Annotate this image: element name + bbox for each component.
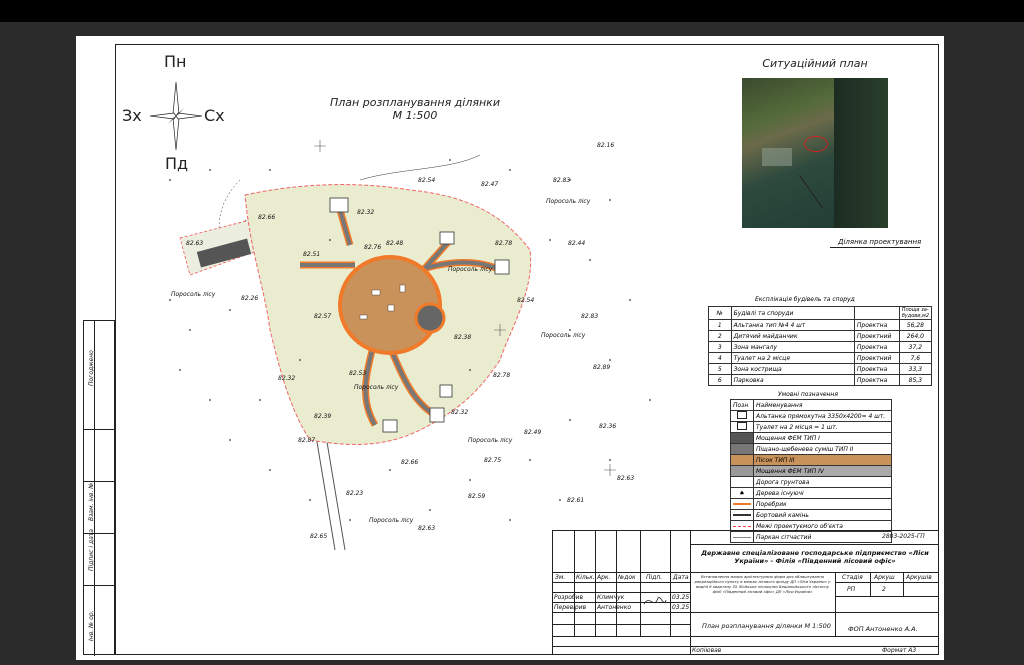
legend-label: Піщано-щебенева суміш ТИП ІІ (754, 444, 892, 455)
legend-label: Бортовий камінь (754, 510, 892, 521)
legend-label: Альтанка прямокутна 3350х4200= 4 шт. (754, 411, 892, 422)
legend-table (730, 399, 892, 543)
elevation-label: 82.38 (454, 334, 472, 341)
buildings-table (708, 306, 932, 386)
situation-title: Ситуаційний план (762, 57, 868, 70)
name-checker: Антоненко (597, 604, 632, 611)
legend-symbol (731, 444, 754, 455)
legend-label: Туалет на 2 місця = 1 шт. (754, 422, 892, 433)
elevation-label: 82.32 (278, 375, 296, 382)
elevation-label: 82.59 (468, 493, 486, 500)
table-row (709, 364, 932, 375)
satellite-image (742, 78, 888, 228)
col-header-doc: №док (618, 574, 636, 581)
growth-label: Поросоль лісу (448, 266, 493, 273)
plan-title-line2: М 1:500 (392, 109, 438, 122)
legend-header: Найменування (754, 400, 892, 411)
legend-label: Паркан сітчастий (754, 532, 892, 543)
table-row (709, 331, 932, 342)
bt-header (854, 307, 899, 320)
situation-caption: Ділянка проектування (838, 238, 922, 246)
boundary-line-icon (733, 526, 751, 527)
project-description: Встановлення малих архітектурних форм для облаштування рекреаційного пункту в межах лісового фонду ДП «Ліси України» у виділі 8 кварталу 35 Лісівське лісництво Бешанківського лісгоспу філії «Південний лісовий офіс» ДП «Ліси України» (694, 574, 831, 594)
compass-east: Сх (204, 106, 225, 125)
cell: 4 (709, 353, 732, 364)
legend-row (731, 499, 892, 510)
elevation-label: 82.54 (418, 177, 436, 184)
legend-label: Пісок ТИП ІІІ (754, 455, 892, 466)
table-row (709, 353, 932, 364)
role-checker: Перевірив (554, 604, 587, 611)
elevation-label: 82.44 (568, 240, 586, 247)
legend-label: Мощення ФЕМ ТИП IV (754, 466, 892, 477)
stage-header: Стадія (842, 574, 863, 581)
cell: Парковка (731, 375, 854, 386)
cell: 6 (709, 375, 732, 386)
elevation-label: 82.39 (314, 413, 332, 420)
title-block (552, 530, 939, 655)
role-developer: Розробив (554, 594, 584, 601)
legend-row (731, 422, 892, 433)
elevation-label: 82.83 (581, 313, 599, 320)
stage-value: РП (847, 586, 856, 593)
elevation-label: 82.36 (599, 423, 617, 430)
elevation-label: 82.78 (495, 240, 513, 247)
elevation-label: 82.89 (593, 364, 611, 371)
toilet-icon (737, 422, 747, 430)
elevation-label: 82.75 (484, 457, 502, 464)
table-row (709, 342, 932, 353)
col-header-kilk: Кільк. (576, 574, 595, 581)
compass-west: Зх (122, 106, 142, 125)
elevation-label: 82.49 (524, 429, 542, 436)
legend-symbol (731, 433, 754, 444)
cell: Проектна (854, 375, 899, 386)
cell: Дитячий майданчик (731, 331, 854, 342)
elevation-label: 82.87 (298, 437, 316, 444)
compass-north: Пн (164, 52, 187, 71)
col-header-sign: Підп. (646, 574, 663, 581)
elevation-label: 82.51 (303, 251, 321, 258)
legend-label: Поребрик (754, 499, 892, 510)
tree-icon: ♠ (739, 489, 745, 497)
table-row (709, 375, 932, 386)
drawing-code: 2803-2025-ГП (882, 533, 925, 540)
elevation-label: 82.63 (418, 525, 436, 532)
name-developer: Климчук (597, 594, 625, 601)
growth-label: Поросоль лісу (541, 332, 586, 339)
bt-header: Площа за- будови,м2 (899, 307, 931, 320)
elevation-label: 82.47 (481, 181, 499, 188)
company-name: ФОП Антоненко А.А. (848, 625, 918, 633)
signature-icon (642, 590, 668, 614)
cell: Проектний (854, 331, 899, 342)
bt-header: Будівлі та споруди (731, 307, 854, 320)
table-row (709, 320, 932, 331)
elevation-label: 82.54 (517, 297, 535, 304)
legend-symbol (731, 455, 754, 466)
cell: 33,3 (899, 364, 931, 375)
pavilion-icon (737, 411, 747, 419)
sheet-title: План розпланування ділянки М 1:500 (702, 622, 831, 630)
legend-symbol (731, 499, 754, 510)
elevation-label: 82.66 (401, 459, 419, 466)
elevation-label: 82.63 (617, 475, 635, 482)
elevation-label: 82.61 (567, 497, 585, 504)
cell: Альтанка тип №4 4 шт (731, 320, 854, 331)
sheet-header: Аркуш (874, 574, 895, 581)
bt-header: № (709, 307, 732, 320)
legend-title: Умовні позначення (778, 391, 838, 398)
legend-row (731, 510, 892, 521)
legend-symbol (731, 477, 754, 488)
top-bar (0, 0, 1024, 22)
legend-header: Позн (731, 400, 754, 411)
elevation-label: 82.48 (386, 240, 404, 247)
border-stone-icon (733, 514, 751, 516)
curb-line-icon (733, 503, 751, 505)
col-header-zm: Зм. (555, 574, 566, 581)
cell: 264,0 (899, 331, 931, 342)
compass-south: Пд (165, 154, 189, 173)
cell: 7,6 (899, 353, 931, 364)
elevation-label: 82.76 (364, 244, 382, 251)
col-header-ark: Арк. (597, 574, 611, 581)
legend-symbol (731, 422, 754, 433)
growth-label: Поросоль лісу (354, 384, 399, 391)
legend-symbol (731, 510, 754, 521)
side-label-inv: Інв. № ор. (88, 610, 95, 641)
cell: 37,2 (899, 342, 931, 353)
elevation-label: 82.63 (186, 240, 204, 247)
side-label-sign: Підпис і дата (88, 529, 95, 571)
cell: 5 (709, 364, 732, 375)
cell: Зона мангалу (731, 342, 854, 353)
plan-title-line1: План розпланування ділянки (330, 96, 500, 109)
legend-label: Дорога грунтова (754, 477, 892, 488)
legend-label: Мощення ФЕМ ТИП І (754, 433, 892, 444)
cell: Проектний (854, 353, 899, 364)
elevation-label: 82.66 (258, 214, 276, 221)
buildings-table-title: Експлікація будівель та споруд (755, 296, 855, 303)
cell: 2 (709, 331, 732, 342)
plan-title (320, 96, 510, 122)
elevation-label: 82.26 (241, 295, 259, 302)
date-developer: 03.25 (672, 594, 690, 601)
legend-symbol (731, 488, 754, 499)
cell: 3 (709, 342, 732, 353)
situation-caption-line (830, 247, 920, 248)
growth-label: Поросоль лісу (171, 291, 216, 298)
elevation-label: 82.65 (310, 533, 328, 540)
side-label-replace: Взам. інв. № (88, 482, 95, 521)
cell: Проектна (854, 320, 899, 331)
legend-symbol (731, 466, 754, 477)
legend-row (731, 444, 892, 455)
col-header-date: Дата (673, 574, 689, 581)
elevation-label: 82.53 (349, 370, 367, 377)
elevation-label: 82.83 (553, 177, 571, 184)
cell: 1 (709, 320, 732, 331)
legend-row (731, 466, 892, 477)
legend-row (731, 477, 892, 488)
legend-row (731, 411, 892, 422)
sheet-value: 2 (882, 586, 886, 593)
elevation-label: 82.16 (597, 142, 615, 149)
legend-row (731, 488, 892, 499)
elevation-label: 82.32 (451, 409, 469, 416)
legend-row (731, 455, 892, 466)
legend-label: Межі проектуємого об'єкта (754, 521, 892, 532)
elevation-label: 82.78 (493, 372, 511, 379)
elevation-label: 82.23 (346, 490, 364, 497)
date-checker: 03.25 (672, 604, 690, 611)
growth-label: Поросоль лісу (468, 437, 513, 444)
growth-label: Поросоль лісу (546, 198, 591, 205)
legend-symbol (731, 411, 754, 422)
cell: Туалет на 2 місця (731, 353, 854, 364)
cell: 85,3 (899, 375, 931, 386)
sheets-header: Аркушів (906, 574, 932, 581)
cell: Проектна (854, 364, 899, 375)
cell: 56,28 (899, 320, 931, 331)
format-label: Формат А3 (882, 647, 917, 654)
cell: Проектна (854, 342, 899, 353)
side-stamp (83, 320, 115, 655)
organization: Державне спеціалізоване господарське підприємство «Ліси України» - Філія «Південний лісовий офіс» (701, 549, 929, 565)
cell: Зона кострища (731, 364, 854, 375)
growth-label: Поросоль лісу (369, 517, 414, 524)
elevation-label: 82.57 (314, 313, 332, 320)
legend-label: Дерева існуючі (754, 488, 892, 499)
side-label-agreed: Погоджено (88, 350, 95, 386)
site-plan (150, 140, 670, 550)
copied-label: Копіював (692, 647, 722, 654)
legend-row (731, 433, 892, 444)
elevation-label: 82.32 (357, 209, 375, 216)
